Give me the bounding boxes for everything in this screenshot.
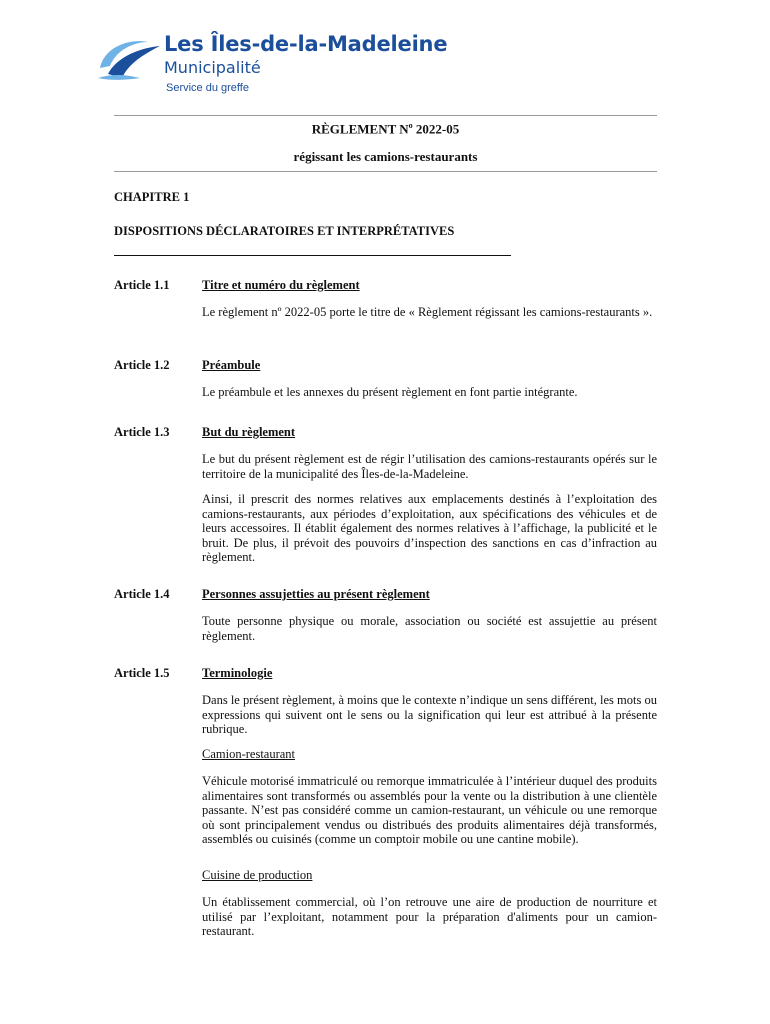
header-divider-bottom xyxy=(114,171,657,172)
brand-name: Les Îles-de-la-Madeleine xyxy=(164,32,448,56)
definition-term: Cuisine de production xyxy=(202,868,313,882)
article-title: Terminologie xyxy=(202,666,273,680)
bylaw-number-suffix: 2022-05 xyxy=(412,121,460,137)
article-paragraph: Toute personne physique ou morale, association ou société est assujettie au présent règlement. xyxy=(202,614,657,643)
article-paragraph: Le règlement nº 2022-05 porte le titre de « Règlement régissant les camions-restaurants ». xyxy=(202,305,653,319)
article-paragraph: Ainsi, il prescrit des normes relatives aux emplacements destinés à l’exploitation des camions-restaurants, aux périodes d’exploitation, aux spécifications des véhicules et de leurs accessoires. Il établit également des normes relatives à l’affichage, la publicité et le bruit. De plus, il prévoit des pouvoirs d’inspection des sanctions en cas d’infraction au règlement. xyxy=(202,492,657,564)
article-title: Personnes assujetties au présent règlement xyxy=(202,587,430,601)
header-divider-top xyxy=(114,115,657,116)
chapter-label: CHAPITRE 1 xyxy=(114,190,190,204)
service-label: Service du greffe xyxy=(166,82,249,94)
article-paragraph: Dans le présent règlement, à moins que le contexte n’indique un sens différent, les mots ou expressions qui suivent ont le sens ou la signification qui leur est attribué à la présente rubrique. xyxy=(202,693,657,736)
article-paragraph: Le but du présent règlement est de régir l’utilisation des camions-restaurants opérés sur le territoire de la municipalité des Îles-de-la-Madeleine. xyxy=(202,452,657,481)
bylaw-number-prefix: RÈGLEMENT N xyxy=(311,121,409,137)
brand-subtitle: Municipalité xyxy=(164,58,261,77)
article-number: Article 1.1 xyxy=(114,278,170,292)
chapter-heading: DISPOSITIONS DÉCLARATOIRES ET INTERPRÉTATIVES xyxy=(114,224,455,238)
article-title: Préambule xyxy=(202,358,261,372)
article-number: Article 1.5 xyxy=(114,666,170,680)
article-number: Article 1.2 xyxy=(114,358,170,372)
article-number: Article 1.3 xyxy=(114,425,170,439)
definition-text: Un établissement commercial, où l’on retrouve une aire de production de nourriture et utilisé par l’exploitant, notamment pour la préparation d'aliments pour un camion-restaurant. xyxy=(202,895,657,938)
municipality-logo-icon xyxy=(94,34,164,82)
article-number: Article 1.4 xyxy=(114,587,170,601)
bylaw-number-sup: o xyxy=(408,121,413,130)
chapter-underline xyxy=(114,255,511,256)
definition-term: Camion-restaurant xyxy=(202,747,296,761)
bylaw-subject: régissant les camions-restaurants xyxy=(293,149,478,164)
article-title: Titre et numéro du règlement xyxy=(202,278,360,292)
article-title: But du règlement xyxy=(202,425,296,439)
bylaw-number xyxy=(114,121,657,137)
definition-text: Véhicule motorisé immatriculé ou remorque immatriculée à l’intérieur duquel des produits alimentaires sont transformés ou assemblés pour la vente ou la distribution à une clientèle passante. N’est pas considéré comme un camion-restaurant, un véhicule ou une remorque où sont principalement vendus ou distribués des produits alimentaires déjà transformés, assemblés ou cuisinés (comme un comptoir mobile ou une cantine mobile). xyxy=(202,774,657,846)
article-paragraph: Le préambule et les annexes du présent règlement en font partie intégrante. xyxy=(202,385,578,399)
